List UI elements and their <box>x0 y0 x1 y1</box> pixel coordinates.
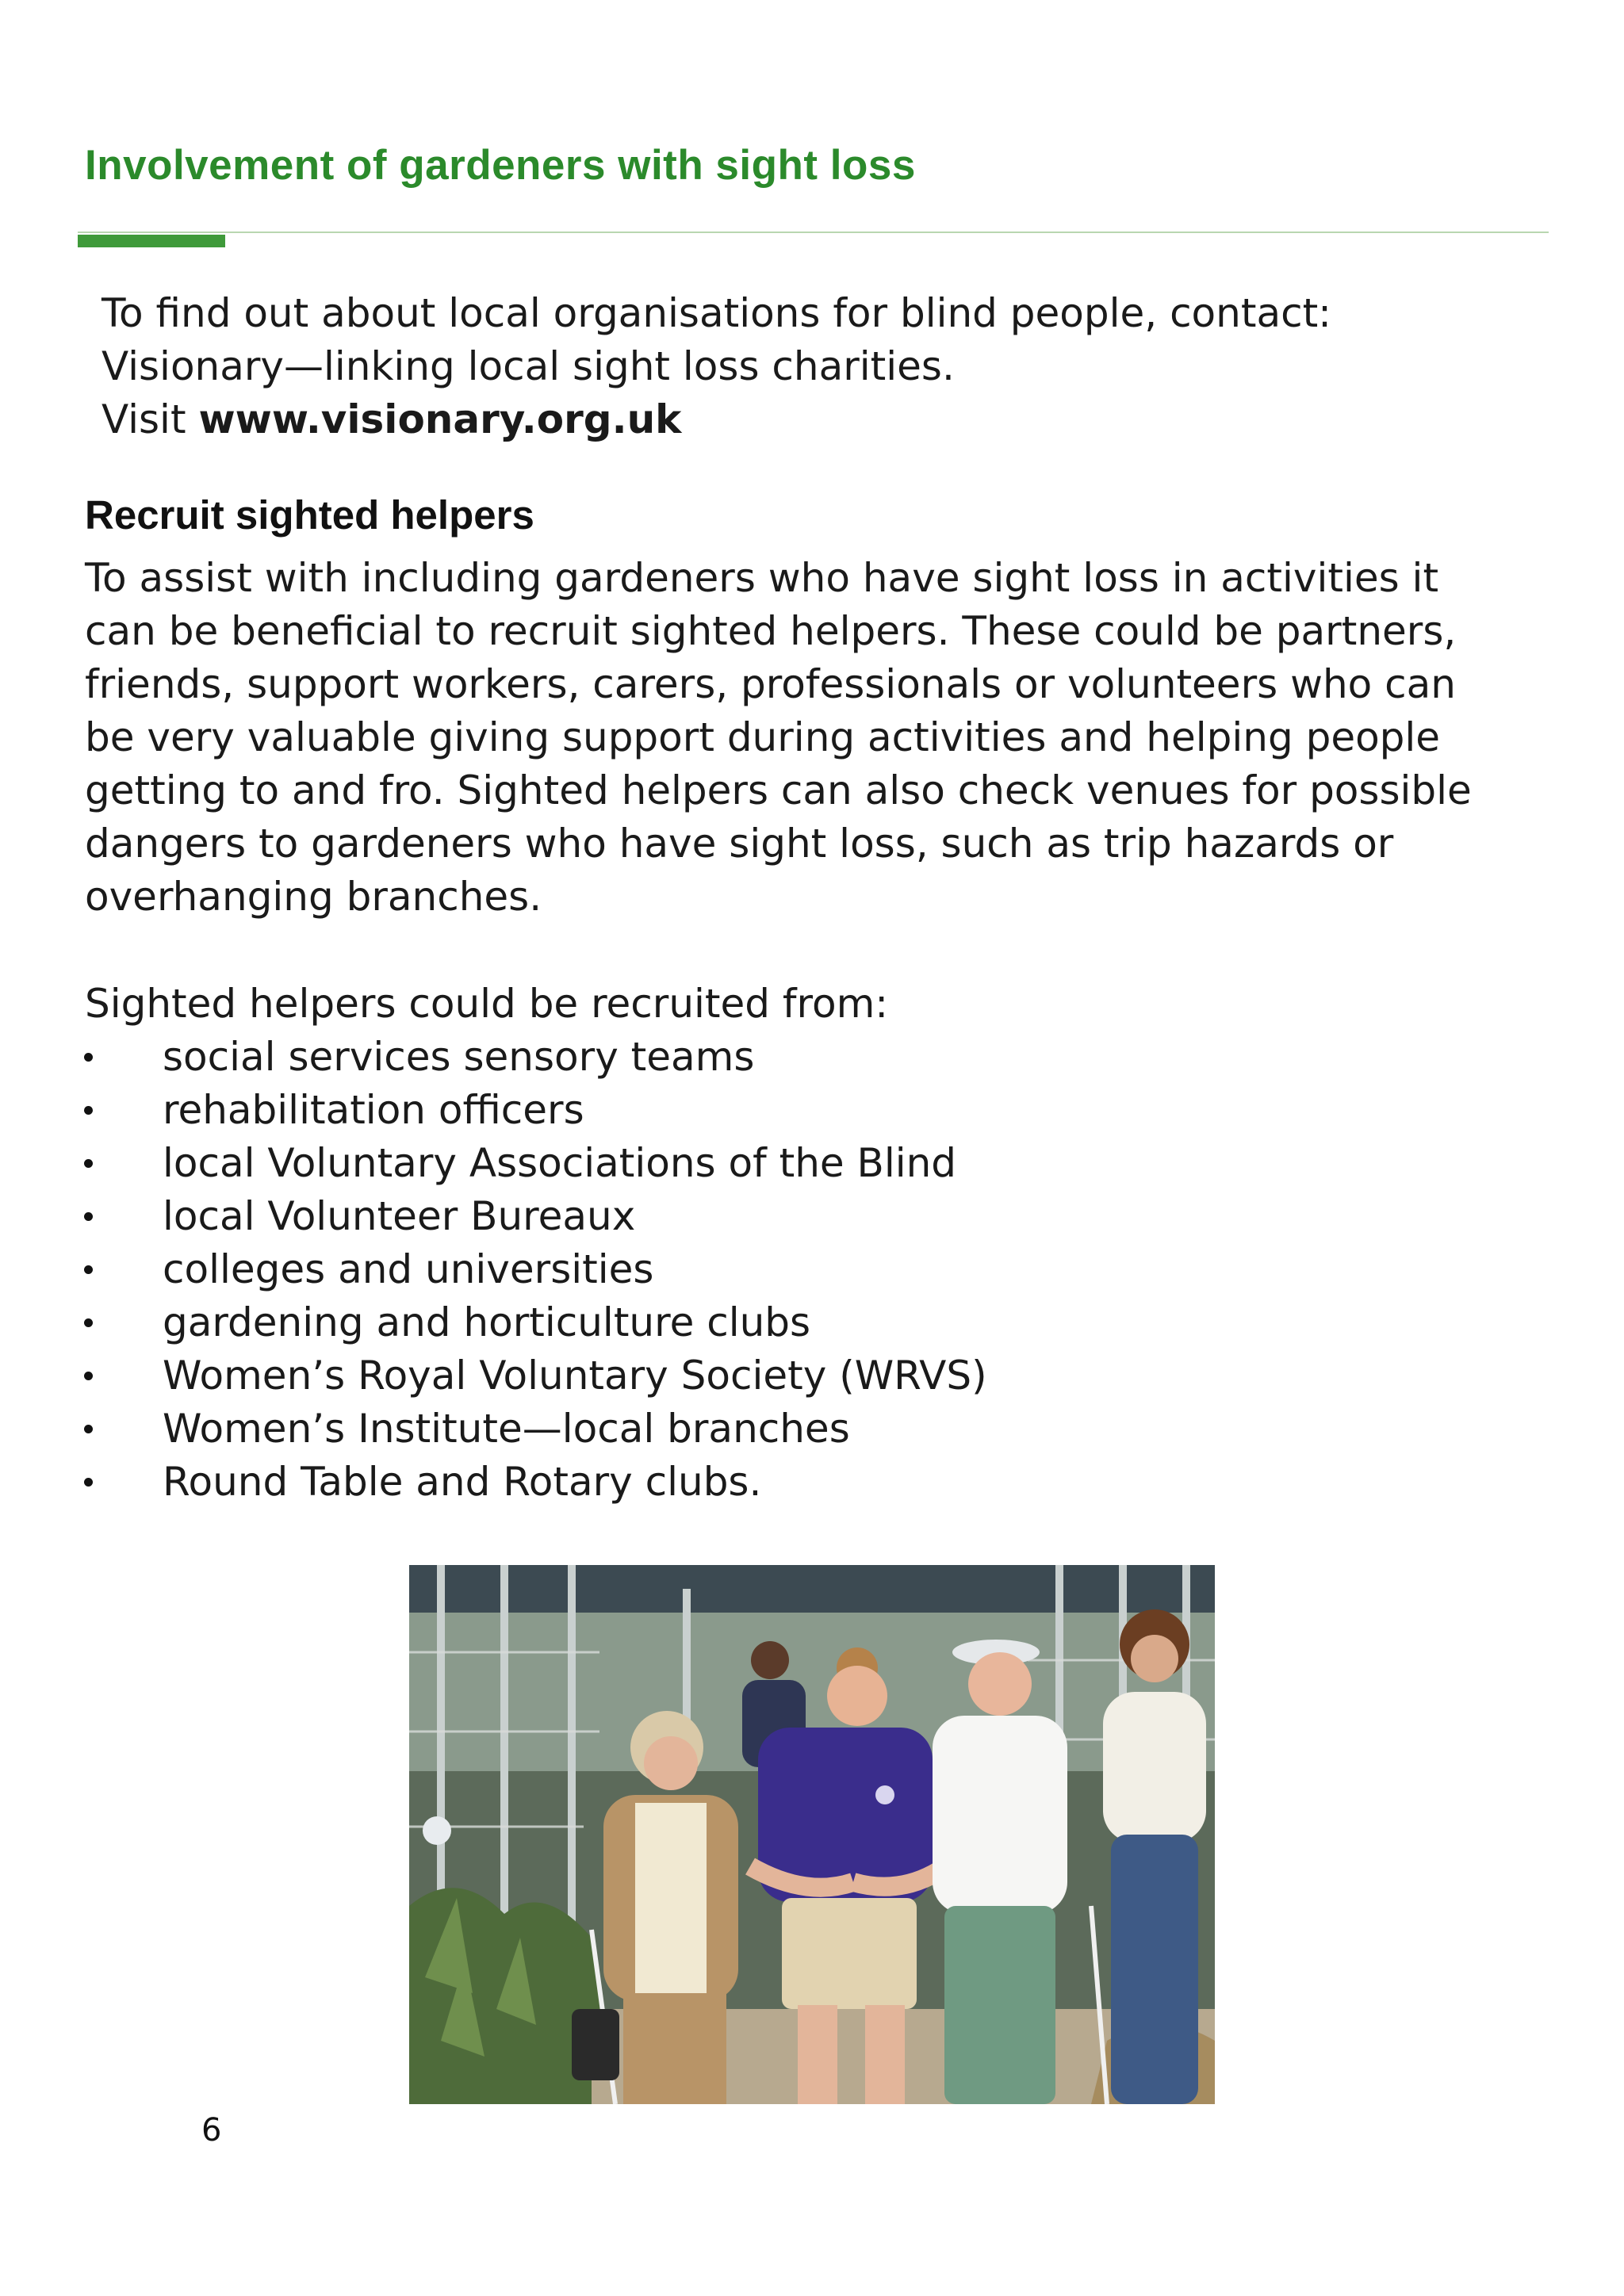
paragraph-line: overhanging branches. <box>85 874 542 920</box>
paragraph-line: To assist with including gardeners who have sight loss in activities it <box>85 555 1439 601</box>
bullet-icon <box>84 1106 93 1115</box>
visionary-line: Visionary—linking local sight loss charities. <box>102 343 955 389</box>
photo-illustration <box>409 1565 1215 2104</box>
visit-prefix: Visit <box>102 396 199 442</box>
bullet-icon <box>84 1159 93 1168</box>
bullet-icon <box>84 1425 93 1433</box>
paragraph-line: getting to and fro. Sighted helpers can also check venues for possible <box>85 767 1472 813</box>
paragraph-line: can be beneficial to recruit sighted helpers. These could be partners, <box>85 608 1457 654</box>
paragraph-line: friends, support workers, carers, professionals or volunteers who can <box>85 661 1456 707</box>
contact-info <box>102 287 1331 446</box>
recruit-helpers-paragraph <box>85 552 1544 924</box>
recruit-sources-lead: Sighted helpers could be recruited from: <box>85 981 889 1027</box>
contact-line: To find out about local organisations for blind people, contact: <box>102 290 1332 336</box>
bullet-icon <box>84 1265 93 1274</box>
bullet-icon <box>84 1478 93 1487</box>
bullet-icon <box>84 1053 93 1062</box>
paragraph-line: dangers to gardeners who have sight loss, such as trip hazards or <box>85 821 1394 867</box>
visit-line <box>102 393 1331 446</box>
recruit-helpers-heading: Recruit sighted helpers <box>85 492 534 538</box>
document-page: Involvement of gardeners with sight loss To find out about local organisations for blind people, contact: Visionary—linking local sight loss charities. Visit www.visionary.org.uk Recruit sighted helpers To assist with including gardeners who have sight loss in activities it can be beneficial to recruit sighted helpers. These could be partners, friends, support workers, carers, professionals or volunteers who can be very valuable giving support during activities and helping people getting to and fro. Sighted helpers can also check venues for possible dangers to gardeners who have sight loss, such as trip hazards or overhanging branches. Sighted helpers could be recruited from: social services sensory teams rehabilitation officers local Voluntary Associations of the Blind local Volunteer Bureaux colleges and universities gardening and horticulture clubs Women’s Royal Voluntary Society (WRVS) Women’s Institute—local branches Round Table and Rotary clubs. 6 <box>0 0 1624 2296</box>
page-number: 6 <box>201 2112 222 2149</box>
paragraph-line: be very valuable giving support during activities and helping people <box>85 714 1441 760</box>
bullet-icon <box>84 1372 93 1380</box>
helpers-photo <box>409 1565 1215 2104</box>
section-heading: Involvement of gardeners with sight loss <box>85 142 916 189</box>
heading-rule-accent <box>78 235 225 247</box>
bullet-icon <box>84 1318 93 1327</box>
visionary-url-link[interactable]: www.visionary.org.uk <box>198 396 682 442</box>
bullet-icon <box>84 1212 93 1221</box>
heading-rule <box>78 232 1549 233</box>
